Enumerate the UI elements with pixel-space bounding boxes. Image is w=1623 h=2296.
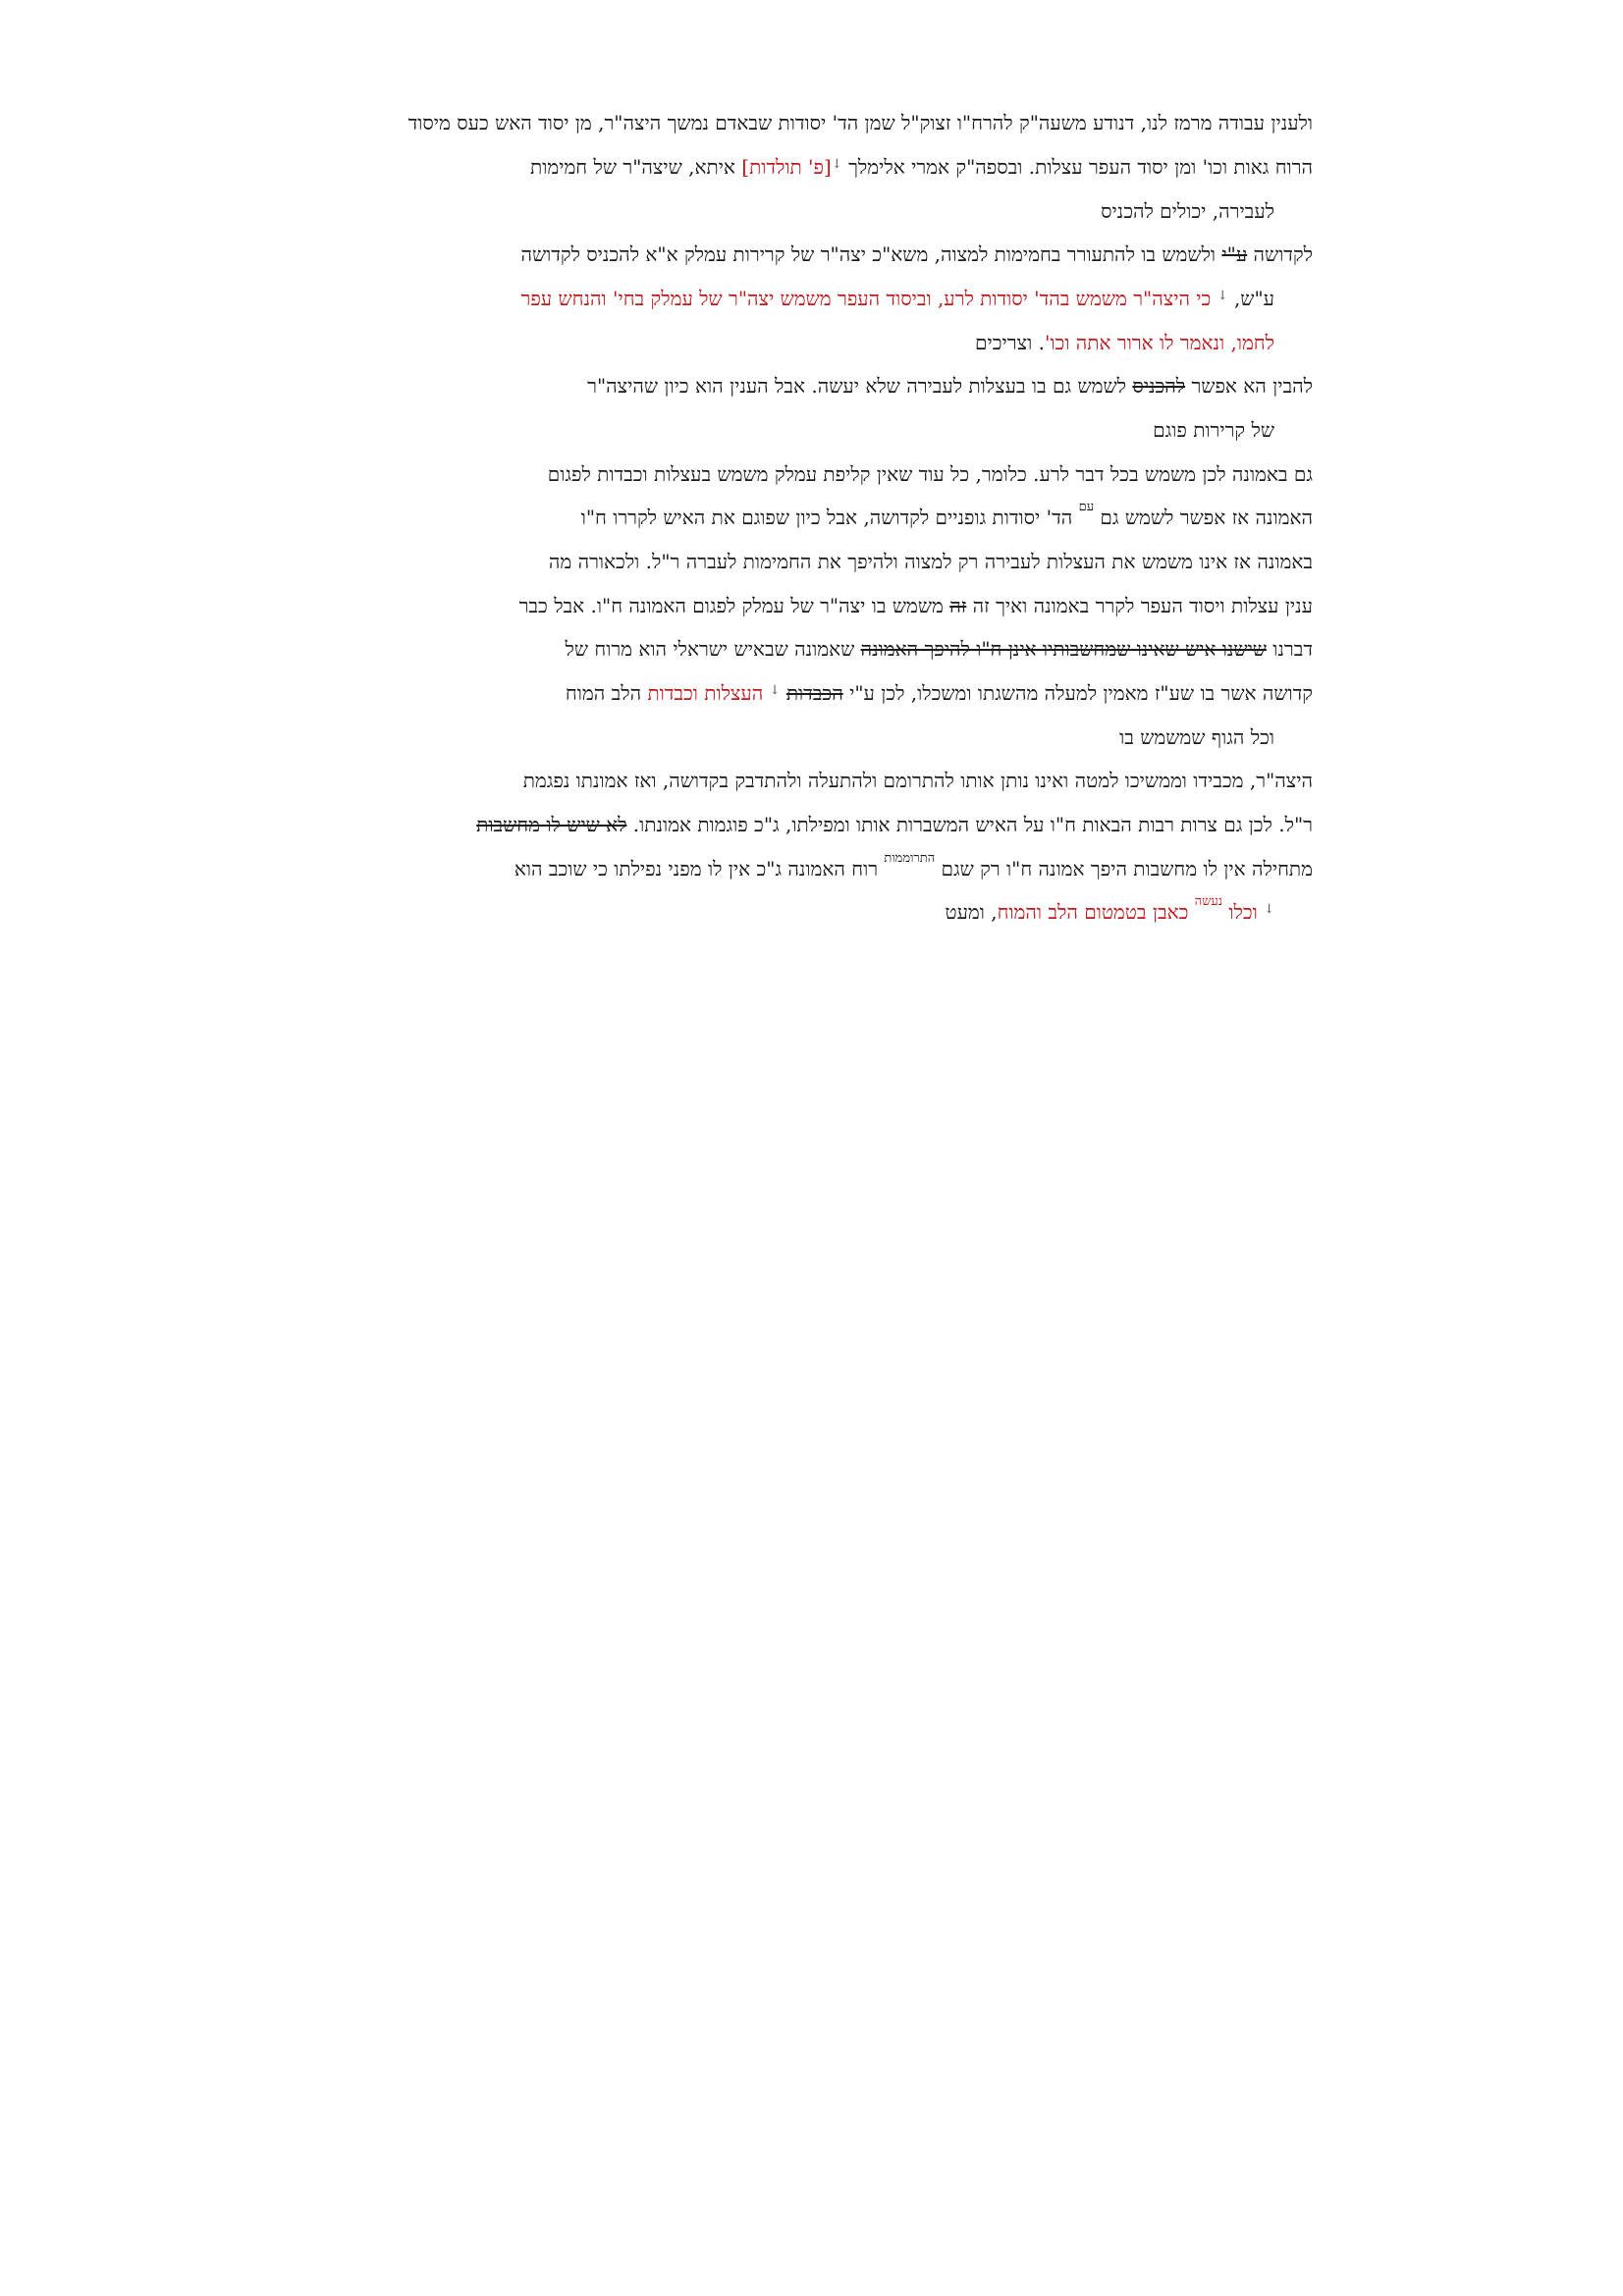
text-line (587, 373, 1313, 399)
text-segment: וכל הגוף שמשמש בו (1119, 725, 1274, 749)
text-segment: היצה"ר, מכבידו וממשיכו למטה ואינו נותן אותו להתרומם ולהתעלה ולהתדבק בקדושה, ואז אמונתו נפגמת (522, 769, 1313, 792)
text-segment: להבין הא אפשר (1185, 374, 1313, 398)
text-segment: הכבדות (785, 681, 843, 705)
text-segment: . וצריכים (975, 331, 1045, 354)
text-segment: הד' יסודות גופניים לקדושה, אבל כיון שפוגם את האיש לקררו ח"ו (580, 506, 1079, 529)
text-segment: לשמש גם בו בעצלות לעבירה שלא יעשה. אבל הענין הוא כיון שהיצה"ר (587, 374, 1133, 398)
text-segment: הלב המוח (565, 681, 648, 705)
text-segment: זה (949, 594, 967, 617)
text-line (519, 593, 1313, 618)
text-segment: וכלו (1222, 900, 1265, 924)
text-segment: האמונה אז אפשר לשמש גם (1094, 506, 1313, 529)
text-line (521, 286, 1275, 315)
text-segment: כי היצה"ר משמש בהד' יסודות לרע, וביסוד העפר משמש יצה"ר של עמלק בחי' והנחש עפר (520, 287, 1217, 310)
text-segment: הרוח גאות וכו' ומן יסוד העפר עצלות. ובספה"ק אמרי אלימלך (841, 155, 1313, 179)
text-segment: לא שיש לו מחשבות (476, 813, 627, 836)
insert-arrow-icon: ↓ (831, 157, 842, 172)
text-segment: קדושה אשר בו שע"ז מאמין למעלה מהשגתו ומשכלו, לכן ע"י (842, 681, 1313, 705)
text-segment: שישנו איש שאינו שמחשבותיו אינן ח"ו להיפך האמונה (860, 637, 1267, 661)
text-segment: שאמונה שבאיש ישראלי הוא מרוח של (565, 637, 861, 661)
text-segment: ר"ל. לכן גם צרות רבות הבאות ח"ו על האיש המשברות אותו ומפילתו, ג"כ פוגמות אמונתו. (626, 813, 1313, 836)
text-segment: ע"י (1221, 242, 1248, 266)
text-segment: התרוממות (884, 851, 936, 866)
text-segment: משמש בו יצה"ר של עמלק לפגום האמונה ח"ו. אבל כבר (518, 594, 950, 617)
text-line (520, 241, 1313, 267)
text-segment: לעבירה, יכולים להכניס (1101, 199, 1274, 223)
text-segment: העצלות וכבדות (647, 681, 764, 705)
text-segment: ענין עצלות ויסוד העפר לקרר באמונה ואיך זה (966, 594, 1313, 617)
text-segment: להכניס (1132, 374, 1186, 398)
text-segment: לקדושה (1247, 242, 1313, 266)
text-segment: גם באמונה לכן משמש בכל דבר לרע. כלומר, כל עוד שאין קליפת עמלק משמש בעצלות וכבדות לפגום (547, 462, 1313, 486)
text-segment: של קרירות פוגם (1153, 418, 1274, 442)
text-segment: באמונה אז אינו משמש את העצלות לעבירה רק למצוה ולהיפך את החמימות לעברה ר"ל. ולכאורה מה (548, 550, 1313, 573)
text-line (566, 680, 1313, 710)
text-segment: ולשמש בו להתעורר בחמימות למצוה, משא"כ יצה"ר של קרירות עמלק א"א להכניס לקדושה (520, 242, 1222, 266)
text-line (476, 812, 1313, 837)
text-segment: איתא, שיצה"ר של חמימות (530, 155, 742, 179)
text-line (1119, 724, 1274, 750)
text-segment: ולענין עבודה מרמז לנו, דנודע משעה"ק להרח"ו זצוק"ל שמן הד' יסודות שבאדם נמשך היצה"ר, מן יסוד האש כעס מיסוד (407, 111, 1313, 134)
text-line (548, 461, 1313, 487)
text-segment: לחמו, ונאמר לו ארור אתה וכו' (1044, 331, 1274, 354)
text-segment: ע"ש, (1227, 287, 1274, 310)
insert-arrow-icon: ↓ (769, 683, 781, 698)
text-segment: [פ' תולדות] (741, 155, 832, 179)
text-segment: דברנו (1266, 637, 1313, 661)
text-line (566, 636, 1314, 662)
text-line (514, 851, 1313, 885)
text-segment: , ומעט (945, 900, 998, 924)
text-line (523, 768, 1313, 793)
text-segment (763, 681, 769, 705)
text-line (549, 549, 1313, 574)
text-line (975, 330, 1274, 355)
text-segment: עם (1078, 500, 1095, 514)
insert-arrow-icon: ↓ (1217, 289, 1228, 303)
text-segment: רוח האמונה ג"כ אין לו מפני נפילתו כי שוכב הוא (514, 857, 885, 881)
text-segment: מתחילה אין לו מחשבות היפך אמונה ח"ו רק שגם (935, 857, 1313, 881)
text-line (530, 154, 1313, 184)
text-segment: נעשה (1194, 894, 1222, 909)
text-line (1101, 198, 1274, 224)
text-line (945, 894, 1275, 929)
text-segment: כאבן בטמטום הלב והמוח (997, 900, 1195, 924)
text-line (408, 110, 1313, 135)
insert-arrow-icon: ↓ (1264, 902, 1274, 917)
text-line (1153, 417, 1274, 443)
text-line (580, 500, 1313, 534)
